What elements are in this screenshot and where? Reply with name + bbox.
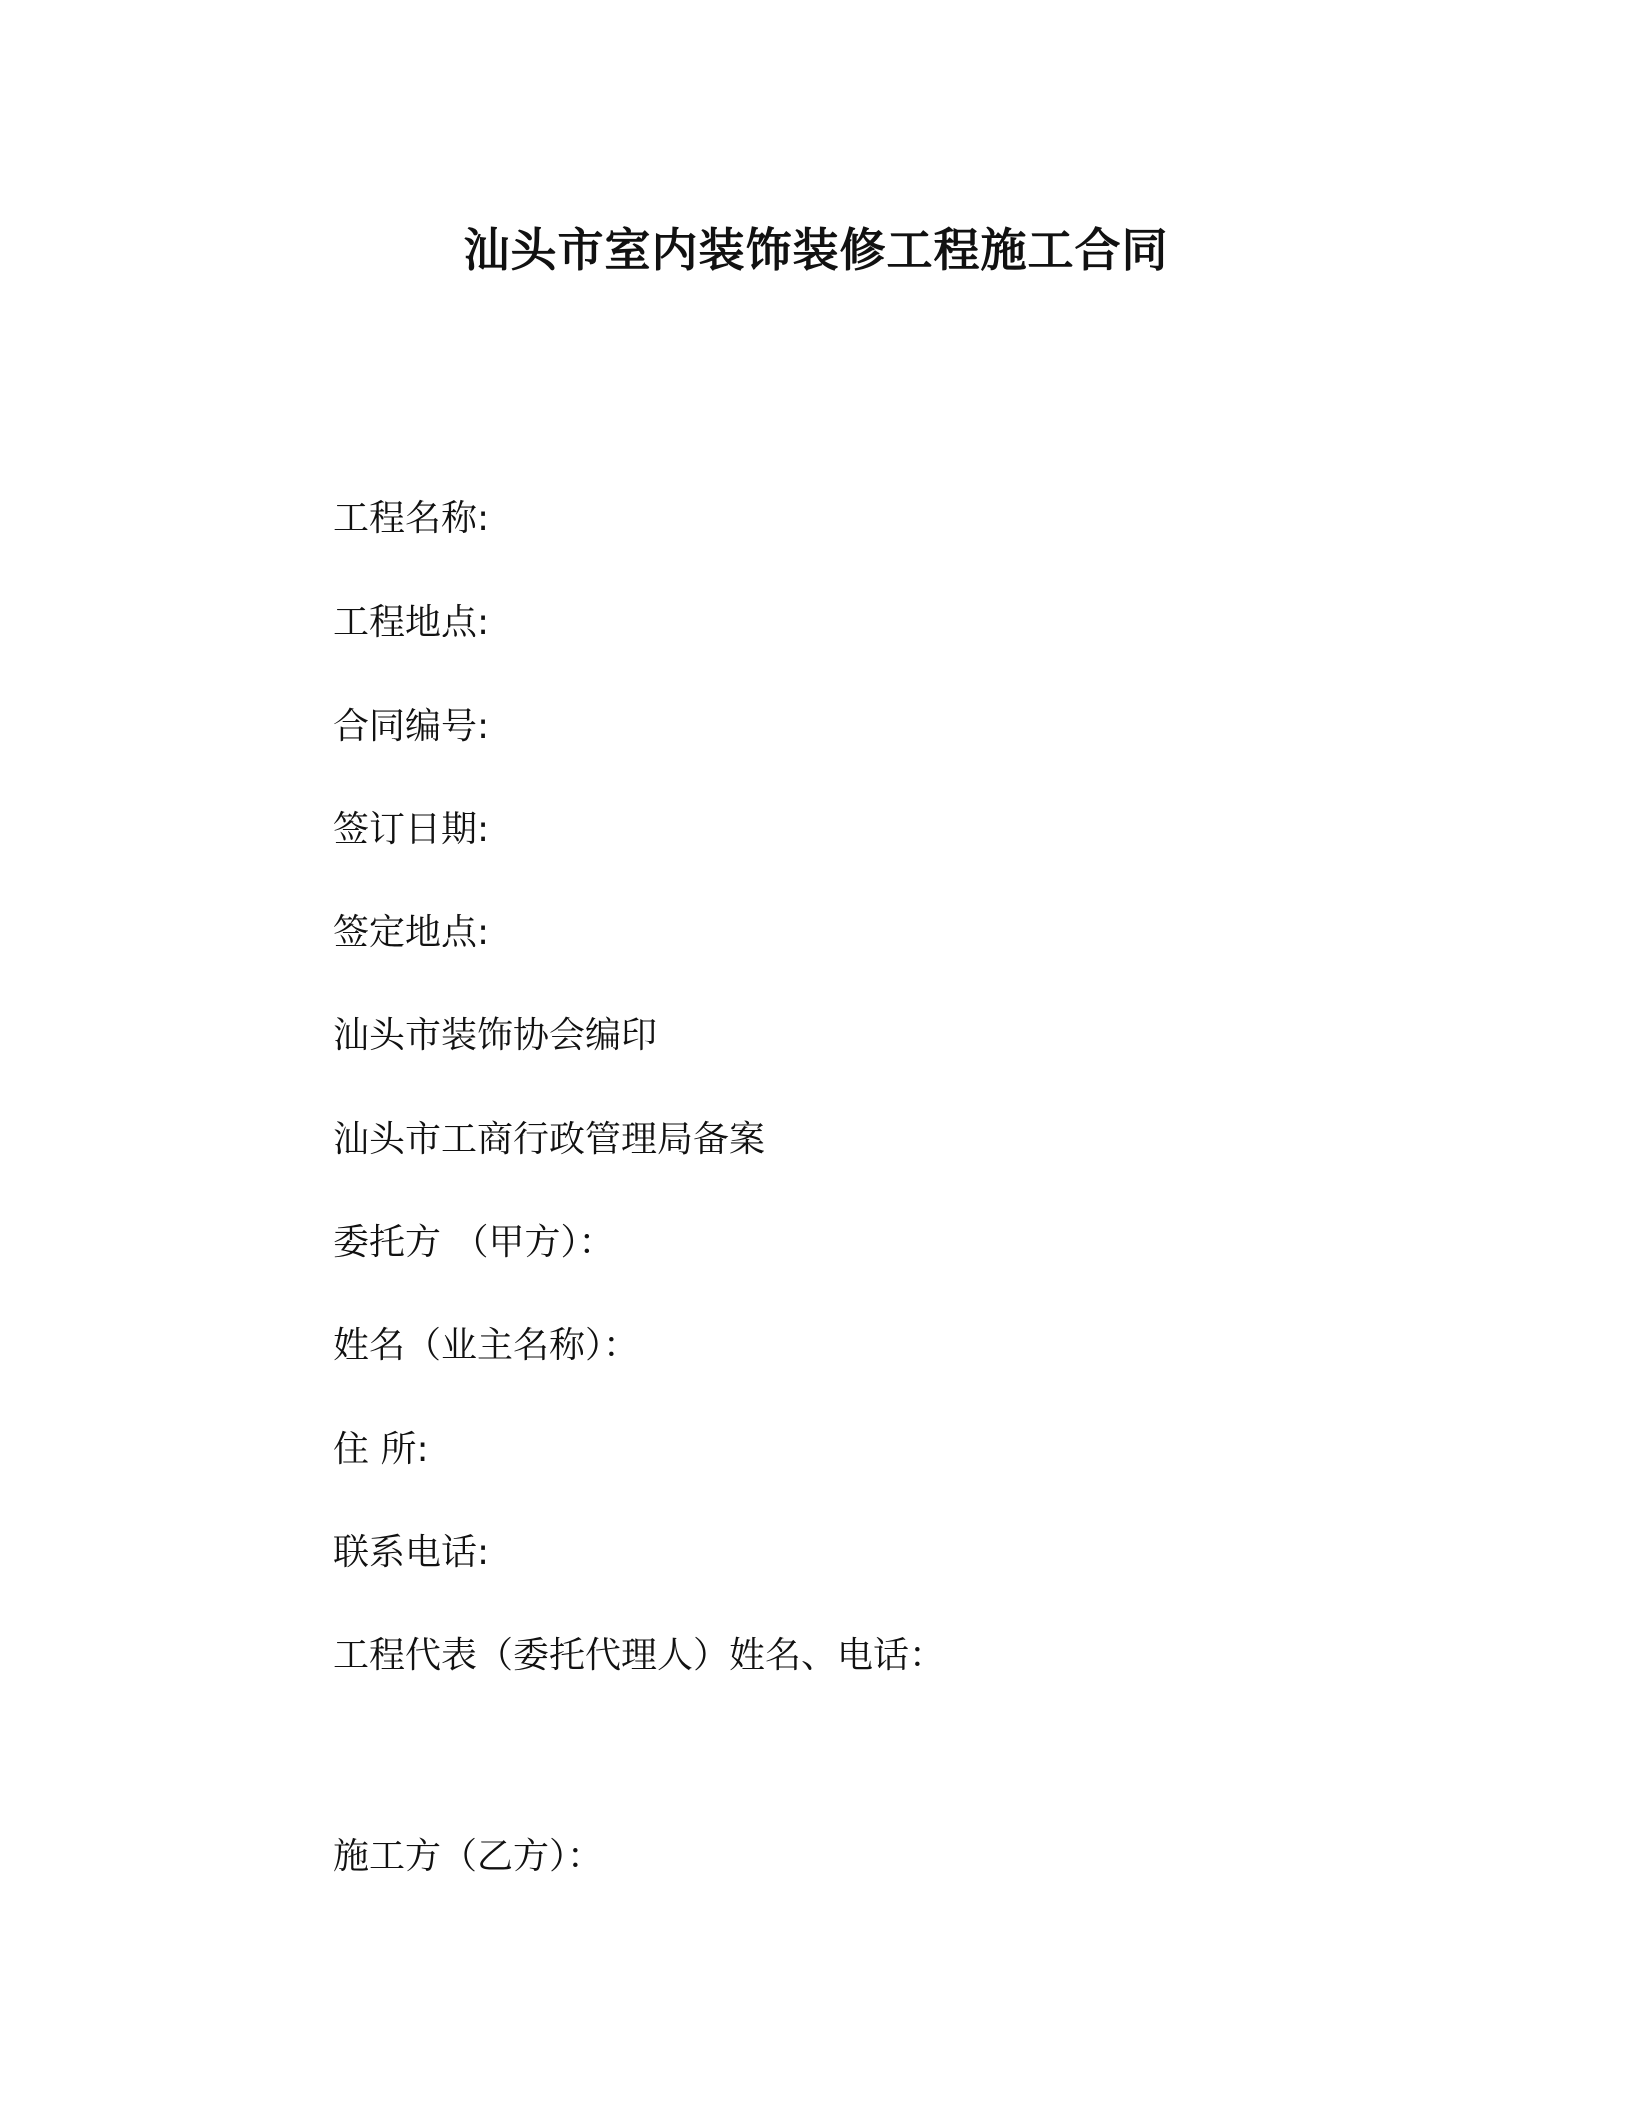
project-representative-label: 工程代表（委托代理人）姓名、电话： bbox=[333, 1635, 946, 1676]
contract-number-label: 合同编号: bbox=[333, 706, 490, 747]
project-name-label: 工程名称: bbox=[333, 498, 490, 539]
owner-name-label: 姓名（业主名称）： bbox=[333, 1325, 640, 1366]
signing-place-label: 签定地点: bbox=[333, 912, 490, 953]
signing-date-label: 签订日期: bbox=[333, 809, 490, 850]
filed-with-text: 汕头市工商行政管理局备案 bbox=[333, 1119, 766, 1160]
party-a-label: 委托方 （甲方）： bbox=[333, 1222, 615, 1263]
phone-label: 联系电话: bbox=[333, 1532, 490, 1573]
document-title: 汕头市室内装饰装修工程施工合同 bbox=[463, 223, 1169, 277]
residence-label: 住 所: bbox=[333, 1429, 429, 1470]
compiled-by-text: 汕头市装饰协会编印 bbox=[333, 1015, 658, 1056]
project-location-label: 工程地点: bbox=[333, 602, 490, 643]
party-b-label: 施工方（乙方）： bbox=[333, 1836, 604, 1877]
